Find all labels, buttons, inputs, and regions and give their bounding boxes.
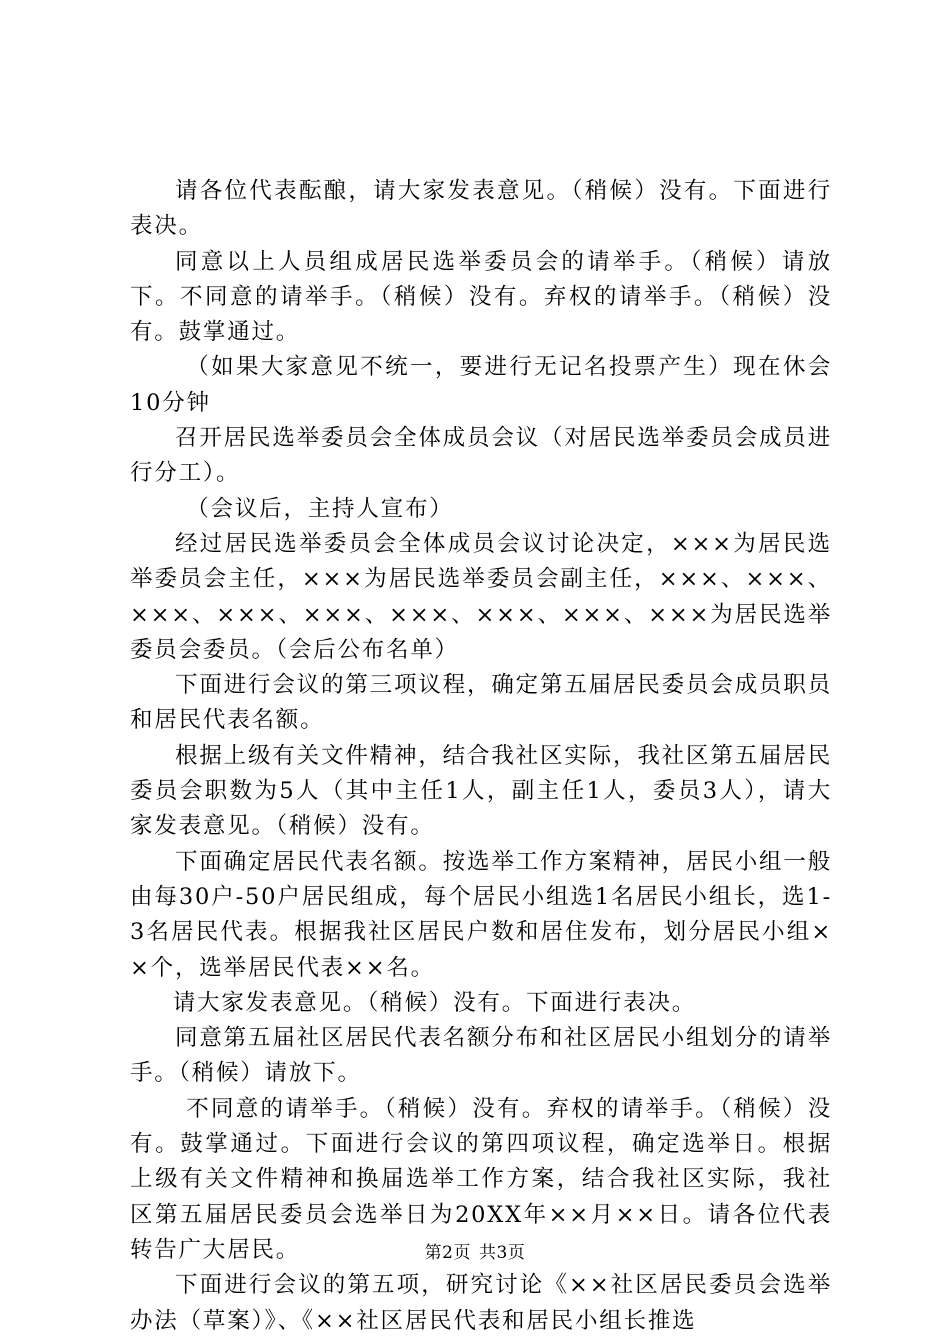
page-number: 第2页 xyxy=(424,1243,471,1263)
paragraph-1: 请各位代表酝酿，请大家发表意见。（稍候）没有。下面进行表决。 xyxy=(130,178,832,240)
paragraph-9: 下面确定居民代表名额。按选举工作方案精神，居民小组一般由每30户-50户居民组成，每个居民小组选1名居民小组长，选1-3名居民代表。根据我社区居民户数和居住发布，划分居民小组××个，选举居民代表××名。 xyxy=(130,848,832,981)
document-body xyxy=(130,174,832,1339)
paragraph-8: 根据上级有关文件精神，结合我社区实际，我社区第五届居民委员会职数为5人（其中主任1人，副主任1人，委员3人），请大家发表意见。（稍候）没有。 xyxy=(130,742,832,840)
paragraph-13: 下面进行会议的第五项，研究讨论《××社区居民委员会选举办法（草案）》、《××社区居民代表和居民小组长推选 xyxy=(130,1272,832,1334)
paragraph-3: （如果大家意见不统一，要进行无记名投票产生）现在休会10分钟 xyxy=(130,354,832,416)
paragraph-5: （会议后，主持人宣布） xyxy=(186,495,454,522)
paragraph-4: 召开居民选举委员会全体成员会议（对居民选举委员会成员进行分工）。 xyxy=(130,425,832,487)
paragraph-2: 同意以上人员组成居民选举委员会的请举手。（稍候）请放下。不同意的请举手。（稍候）没有。弃权的请举手。（稍候）没有。鼓掌通过。 xyxy=(130,248,832,346)
page-footer xyxy=(0,1243,950,1263)
page-total: 共3页 xyxy=(479,1243,526,1263)
paragraph-11: 同意第五届社区居民代表名额分布和社区居民小组划分的请举手。（稍候）请放下。 xyxy=(130,1025,832,1087)
paragraph-7: 下面进行会议的第三项议程，确定第五届居民委员会成员职员和居民代表名额。 xyxy=(130,672,832,734)
paragraph-6: 经过居民选举委员会全体成员会议讨论决定，×××为居民选举委员会主任，×××为居民选举委员会副主任，×××、×××、×××、×××、×××、×××、×××、×××、×××为居民选举委员会委员。（会后公布名单） xyxy=(130,530,832,663)
paragraph-10: 请大家发表意见。（稍候）没有。下面进行表决。 xyxy=(172,989,697,1016)
paragraph-12: 不同意的请举手。（稍候）没有。弃权的请举手。（稍候）没有。鼓掌通过。下面进行会议的第四项议程，确定选举日。根据上级有关文件精神和换届选举工作方案，结合我社区实际，我社区第五届居民委员会选举日为20XX年××月××日。请各位代表转告广大居民。 xyxy=(130,1095,832,1263)
